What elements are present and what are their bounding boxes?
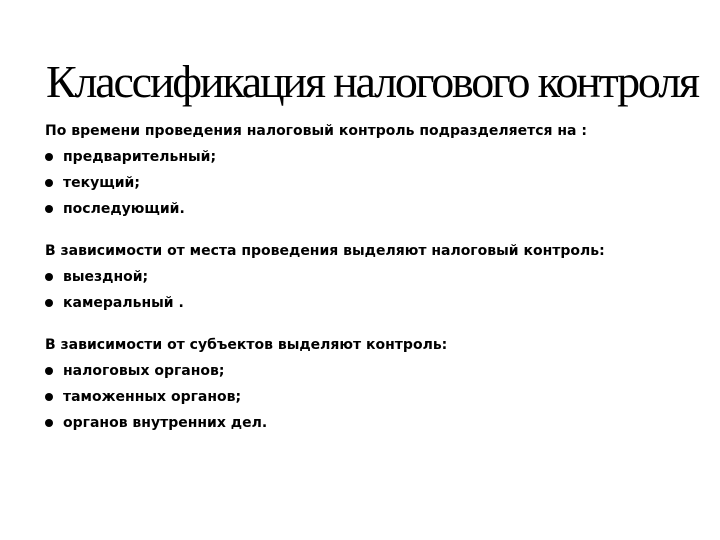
bullet-item [45,199,685,219]
bullet-text: камеральный . [63,295,184,311]
bullet-text: таможенных органов; [63,389,242,405]
slide-title: Классификация налогового контроля [46,56,698,107]
section-by-place [45,241,685,313]
bullet-dot-icon [45,299,53,307]
bullet-dot-icon [45,419,53,427]
slide-content [45,121,685,439]
bullet-list [45,361,685,433]
section-by-time [45,121,685,219]
bullet-item [45,147,685,167]
bullet-item [45,361,685,381]
bullet-text: предварительный; [63,149,217,165]
bullet-text: налоговых органов; [63,363,225,379]
bullet-list [45,147,685,219]
bullet-text: выездной; [63,269,149,285]
bullet-item [45,173,685,193]
bullet-dot-icon [45,153,53,161]
bullet-text: органов внутренних дел. [63,415,268,431]
bullet-text: текущий; [63,175,140,191]
bullet-item [45,387,685,407]
section-intro: В зависимости от места проведения выделяют налоговый контроль: [45,243,605,259]
section-intro: В зависимости от субъектов выделяют контроль: [45,337,448,353]
bullet-dot-icon [45,179,53,187]
bullet-item [45,293,685,313]
bullet-item [45,413,685,433]
bullet-dot-icon [45,205,53,213]
bullet-dot-icon [45,273,53,281]
bullet-list [45,267,685,313]
bullet-dot-icon [45,367,53,375]
section-by-subject [45,335,685,433]
bullet-dot-icon [45,393,53,401]
bullet-text: последующий. [63,201,185,217]
bullet-item [45,267,685,287]
section-intro: По времени проведения налоговый контроль подразделяется на : [45,123,587,139]
